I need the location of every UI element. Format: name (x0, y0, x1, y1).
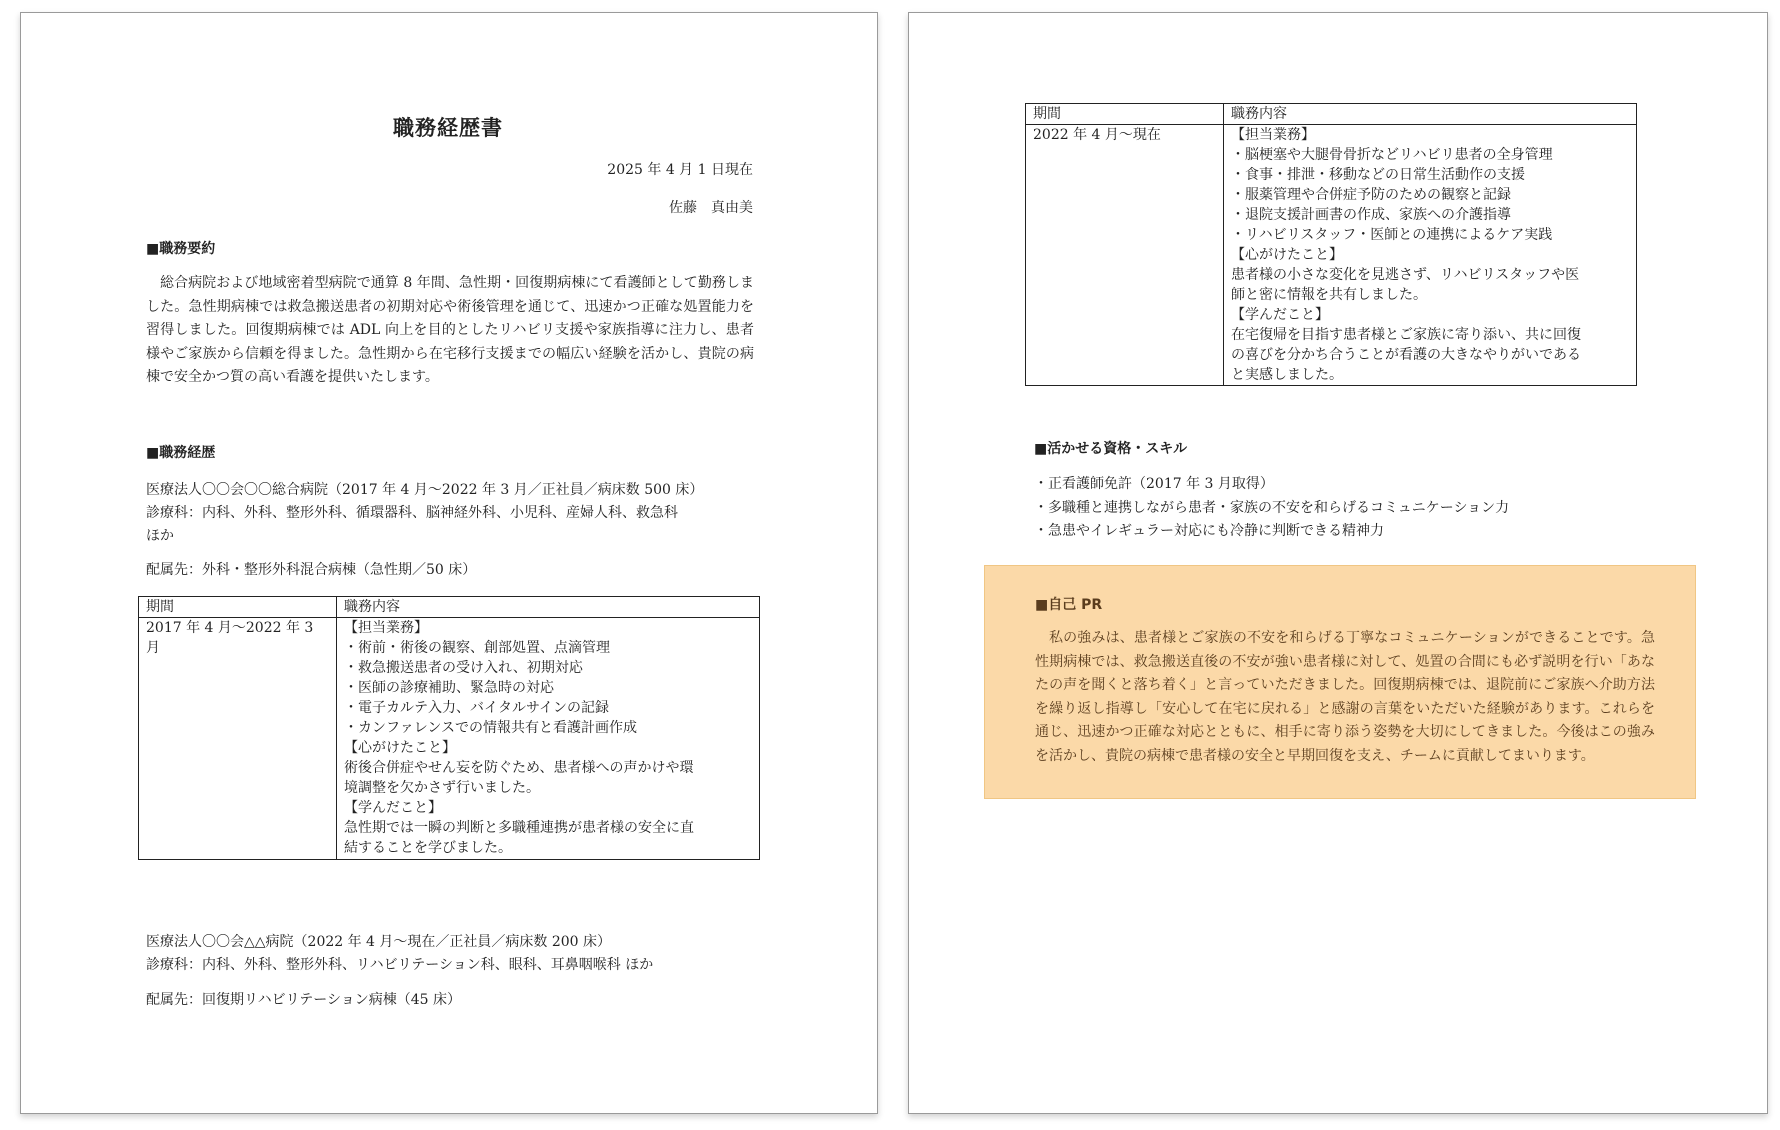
duty-line: 患者様の小さな変化を見逃さず、リハビリスタッフや医 (1231, 267, 1580, 283)
document-title: 職務経歴書 (393, 116, 503, 140)
duty-line: ・救急搬送患者の受け入れ、初期対応 (344, 660, 583, 676)
table-header-row (139, 597, 760, 618)
list-item: ・急患やイレギュラー対応にも冷静に判断できる精神力 (1034, 523, 1384, 539)
author-name: 佐藤 真由美 (669, 200, 753, 216)
duty-line: ・電子カルテ入力、バイタルサインの記録 (344, 700, 610, 716)
table-header-duties: 職務内容 (337, 597, 760, 618)
duty-line: ・医師の診療補助、緊急時の対応 (344, 680, 554, 696)
career-heading: ■職務経歴 (146, 445, 216, 461)
document-page-1 (20, 12, 878, 1114)
self-pr-text: 私の強みは、患者様とご家族の不安を和らげる丁寧なコミュニケーションができることです。急性期病棟では、救急搬送直後の不安が強い患者様に対して、処置の合間にも必ず説明を行い「あなたの声を聞くと落ち着く」と言っていただきました。回復期病棟では、退院前にご家族へ介助方法を繰り返し指導し「安心して在宅に戻れる」と感謝の言葉をいただいた経験があります。これらを通じ、迅速かつ正確な対応とともに、相手に寄り添う姿勢を大切にしてきました。今後はこの強みを活かし、貴院の病棟で患者様の安全と早期回復を支え、チームに貢献してまいります。 (1035, 630, 1655, 764)
duty-line: 急性期では一瞬の判断と多職種連携が患者様の安全に直 (344, 820, 694, 836)
duty-line: ・リハビリスタッフ・医師との連携によるケア実践 (1231, 227, 1553, 243)
duty-line: 術後合併症やせん妄を防ぐため、患者様への声かけや環 (344, 760, 694, 776)
table-header-period: 期間 (1026, 104, 1224, 125)
job1-departments-cont: ほか (146, 528, 174, 544)
job2-departments: 診療科：内科、外科、整形外科、リハビリテーション科、眼科、耳鼻咽喉科 ほか (146, 957, 654, 973)
table-row (139, 618, 760, 860)
job2-table (1025, 103, 1637, 386)
duty-line: の喜びを分かち合うことが看護の大きなやりがいである (1231, 347, 1581, 363)
skills-heading: ■活かせる資格・スキル (1034, 441, 1188, 457)
table-header-duties: 職務内容 (1224, 104, 1637, 125)
summary-heading: ■職務要約 (146, 241, 216, 257)
duty-line: 師と密に情報を共有しました。 (1231, 287, 1427, 303)
document-date: 2025 年 4 月 1 日現在 (607, 162, 753, 178)
duty-line: 【学んだこと】 (1231, 307, 1329, 323)
job1-organization: 医療法人〇〇会〇〇総合病院（2017 年 4 月～2022 年 3 月／正社員／病床数 500 床） (146, 482, 704, 498)
list-item: ・正看護師免許（2017 年 3 月取得） (1034, 476, 1274, 492)
duty-line: と実感しました。 (1231, 367, 1343, 383)
duty-line: 【学んだこと】 (344, 800, 442, 816)
self-pr-box (984, 565, 1696, 799)
job2-period: 2022 年 4 月～現在 (1026, 125, 1224, 386)
job1-period: 2017 年 4 月～2022 年 3 月 (139, 618, 337, 860)
job2-organization: 医療法人〇〇会△△病院（2022 年 4 月～現在／正社員／病床数 200 床） (146, 934, 612, 950)
duty-line: ・服薬管理や合併症予防のための観察と記録 (1231, 187, 1511, 203)
table-header-row (1026, 104, 1637, 125)
job1-duties (337, 618, 760, 860)
job1-table (138, 596, 760, 860)
job1-departments: 診療科：内科、外科、整形外科、循環器科、脳神経外科、小児科、産婦人科、救急科 (146, 505, 678, 521)
skills-list (1034, 473, 1509, 544)
self-pr-heading: ■自己 PR (1035, 597, 1103, 613)
duty-line: ・脳梗塞や大腿骨骨折などリハビリ患者の全身管理 (1231, 147, 1553, 163)
duty-line: 結することを学びました。 (344, 840, 512, 856)
duty-line: ・術前・術後の観察、創部処置、点滴管理 (344, 640, 610, 656)
summary-text: 総合病院および地域密着型病院で通算 8 年間、急性期・回復期病棟にて看護師として勤務しました。急性期病棟では救急搬送患者の初期対応や術後管理を通じて、迅速かつ正確な処置能力を習得しました。回復期病棟では ADL 向上を目的としたリハビリ支援や家族指導に注力し、患者様やご家族から信頼を得ました。急性期から在宅移行支援までの幅広い経験を活かし、貴院の病棟で安全かつ質の高い看護を提供いたします。 (146, 275, 754, 385)
document-page-2 (908, 12, 1768, 1114)
table-row (1026, 125, 1637, 386)
duty-line: 【心がけたこと】 (1231, 247, 1343, 263)
job2-duties (1224, 125, 1637, 386)
duty-line: ・カンファレンスでの情報共有と看護計画作成 (344, 720, 637, 736)
job1-assignment: 配属先：外科・整形外科混合病棟（急性期／50 床） (146, 562, 477, 578)
duty-line: 在宅復帰を目指す患者様とご家族に寄り添い、共に回復 (1231, 327, 1581, 343)
duty-line: ・食事・排泄・移動などの日常生活動作の支援 (1231, 167, 1525, 183)
table-header-period: 期間 (139, 597, 337, 618)
duty-line: 【担当業務】 (1231, 127, 1315, 143)
list-item: ・多職種と連携しながら患者・家族の不安を和らげるコミュニケーション力 (1034, 499, 1510, 516)
duty-line: 【担当業務】 (344, 620, 428, 636)
duty-line: 【心がけたこと】 (344, 740, 456, 756)
job2-assignment: 配属先：回復期リハビリテーション病棟（45 床） (146, 992, 462, 1008)
duty-line: 境調整を欠かさず行いました。 (344, 780, 540, 796)
duty-line: ・退院支援計画書の作成、家族への介護指導 (1231, 207, 1511, 223)
